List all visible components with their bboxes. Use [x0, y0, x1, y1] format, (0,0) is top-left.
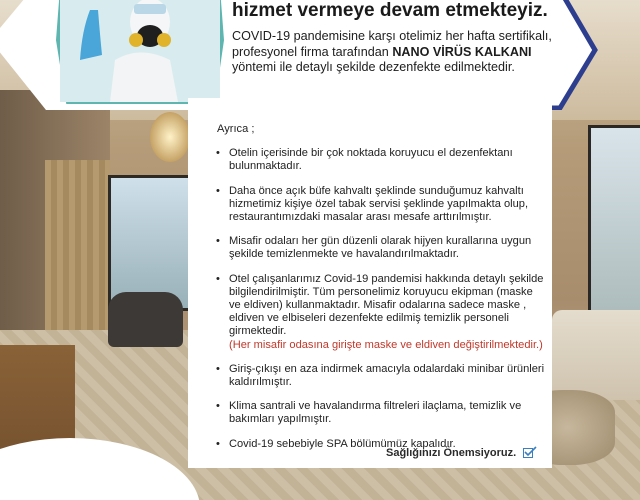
measures-list: [215, 147, 545, 451]
checkbox-check-icon: [523, 446, 537, 458]
measures-panel: [188, 98, 552, 468]
protective-suit: [110, 53, 178, 103]
sofa: [552, 310, 640, 400]
left-window: [108, 175, 194, 311]
footer-slogan: [386, 446, 537, 459]
nano-virus-shield-label: NANO VİRÜS KALKANI: [392, 44, 532, 59]
list-item: • Misafir odaları her gün düzenli olarak hijyen kurallarına uygun şekilde temizlenmekte ve havalandırılmaktadır.: [215, 235, 545, 261]
list-item: [215, 273, 545, 352]
page-title: hizmet vermeye devam etmekteyiz.: [232, 0, 548, 21]
list-item: • Daha önce açık büfe kahvaltı şeklinde sunduğumuz kahvaltı hizmetimiz kişiye özel tabak servisi şeklinde yapılmakta olup, restaurantımızdaki masalar arası mesafe arttırılmıştır.: [215, 185, 545, 225]
filter-right: [157, 33, 171, 47]
list-item: • Otelin içerisinde bir çok noktada koruyucu el dezenfektanı bulunmaktadır.: [215, 147, 545, 173]
armchair: [108, 292, 183, 347]
goggles: [134, 4, 166, 14]
footer-text: Sağlığınızı Önemsiyoruz.: [386, 447, 517, 459]
intro-text: [232, 29, 562, 76]
filter-left: [129, 33, 143, 47]
also-label: Ayrıca ;: [217, 123, 255, 135]
list-item: • Covid-19 sebebiyle SPA bölümümüz kapalıdır.: [215, 438, 545, 451]
list-item: • Klima santrali ve havalandırma filtreleri ilaçlama, temizlik ve bakımları yapılmıştır.: [215, 400, 545, 426]
list-item-text: Otel çalışanlarımız Covid-19 pandemisi hakkında detaylı şekilde bilgilendirilmiştir. Tüm personelimiz koruyucu ekipman (maske ve eldiven) kullanmaktadır. Misafir odalarına sadece maske , eldiven ve elbiseleri dezenfekte edilmiş temizlik personeli girmektedir.: [229, 272, 544, 338]
chandelier: [150, 112, 190, 162]
disinfection-worker-image: [60, 0, 220, 102]
measures-content: [215, 123, 545, 462]
intro-part-1: COVID-19 pandemisine karşı otelimiz her hafta sertifikalı, profesyonel firma tarafından: [232, 29, 552, 59]
list-item: • Giriş-çıkışı en aza indirmek amacıyla odalardaki minibar ürünleri kaldırılmıştır.: [215, 363, 545, 389]
right-window: [588, 125, 640, 331]
intro-part-2: yöntemi ile detaylı şekilde dezenfekte edilmektedir.: [232, 60, 515, 74]
red-note: (Her misafir odasına girişte maske ve eldiven değiştirilmektedir.): [229, 338, 543, 351]
